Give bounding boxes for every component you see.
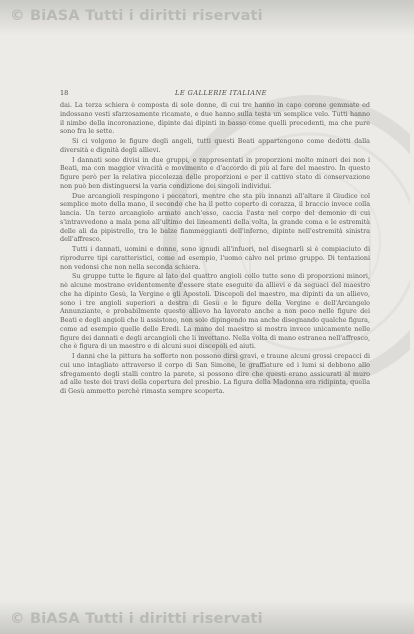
- running-title: LE GALLERIE ITALIANE: [175, 89, 267, 97]
- body-text: [60, 101, 370, 397]
- paragraph: Si ci volgono le figure degli angeli, tutti questi Beati appartengono come dedotti dalla diversità e dignità degli allievi.: [60, 137, 370, 154]
- paragraph: Su gruppe tutte le figure al lato del quattro angioli collo tutte sono di proporzioni minori, nè alcune mostrano evidentemente d'essere state eseguite da allievi e da seguaci del maestro che ha dipinto Gesù, la Vergine e gli Apostoli. Discepoli del maestro, ma dipinti da un allievo, sono i tre angioli superiori a destra di Gesù e le figure della Vergine e dell'Arcangelo Annunziante, e probabilmente questo allievo ha lavorato anche a non poco nelle figure dei Beati e degli angioli che li assistono, non sole dipingendo ma anche disegnando qualche figura, come ad esempio quelle delle Eredi. La mano del maestro si mostra invece unicamente nelle figure dei dannati e degli arcangioli che li invettano. Nella volta di mano estranea nell'affresco, che è figura di un maestro e di alcuni suoi discepoli ed aiuti.: [60, 272, 370, 351]
- paragraph: dai. La terza schiera è composta di sole donne, di cui tre hanno in capo corone gemmate ed indossano vesti sfarzosamente ricamate, e due hanno sulla testa un semplice velo. Tutti hanno il nimbo della incoronazione, dipinte dai dipinti in basso come quelli precedenti, ma che pure sono fra le sette.: [60, 101, 370, 136]
- watermark-bottom: © BiASA Tutti i diritti riservati: [10, 611, 263, 627]
- page-number: 18: [60, 89, 69, 97]
- page-header: [60, 89, 365, 101]
- paragraph: Due arcangioli respingono i peccatori, mentre che sta più innanzi all'altare il Giudice col semplice moto della mano, il secondo che ha il petto coperto di corazza, il braccio invece colla lancia. Un terzo arcangiolo armato anch'esso, caccia l'asta nel corpo del demonio di cui s'intravvedono a mala pena all'ultimo dei lineamenti della volta, la grande coma e le estremità delle ali da pipistrello, tra le balze fiammeggianti dell'inferno, dipinte nell'estremità sinistra dell'affresco.: [60, 191, 370, 244]
- paragraph: I dannati sono divisi in due gruppi, e rappresentati in proporzioni molto minori dei non i Beati, ma con maggior vivacità e movimento e d'accordo di più al fare del maestro. In questo figure però per la relativa piccolezza delle proporzioni e per il cattivo stato di conservazione non può ben distinguersi la varia condizione dei singoli individui.: [60, 155, 370, 190]
- watermark-top: © BiASA Tutti i diritti riservati: [10, 8, 263, 24]
- paragraph: I danni che la pittura ha sofferto non possono dirsi gravi, e traune alcuni grossi crepacci di cui uno intagliato attraverso il corpo di San Simone, le graffiature ed i lumi si debbono allo sfregamento degli stalli contro la parete, si possono dire che questi erano assicurati al muro ad alle teste dei travi della copertura del presbio. La figura della Madonna era ridipinta, quella di Gesù ammetto perchè rimasta sempre scoperta.: [60, 352, 370, 395]
- paragraph: Tutti i dannati, uomini e donne, sono ignudi all'infuori, nel disegnarli si è compiaciuto di riprodurre tipi caratteristici, come ad esempio, l'uomo calvo nel primo gruppo. Di tentazioni non vedonsi che non nella seconda schiera.: [60, 245, 370, 271]
